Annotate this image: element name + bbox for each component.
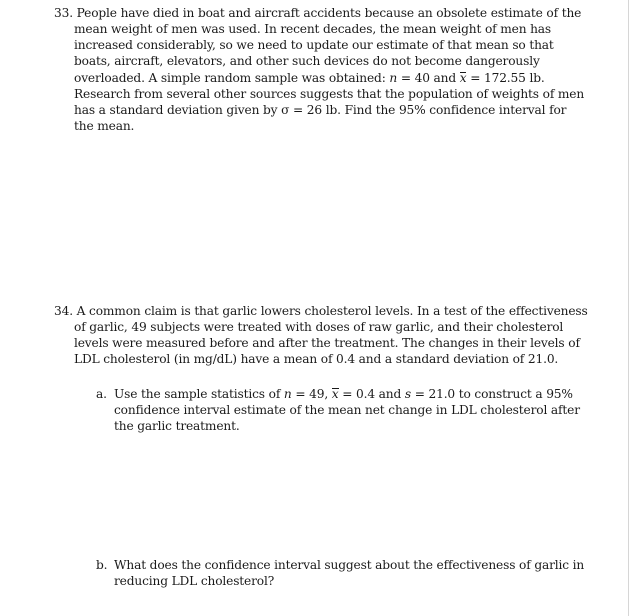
q33-line-6: Research from several other sources suggests that the population of weights of men (74, 87, 585, 101)
q33-xbar-value: = 172.55 lb. (466, 71, 545, 85)
q33-line-1: 33. People have died in boat and aircraft accidents because an obsolete estimate of the (54, 6, 582, 20)
q33-n-symbol: n (389, 71, 398, 85)
q34a-s-symbol: s (404, 387, 411, 401)
q34a-s-value: = 21.0 to construct a 95% (410, 387, 573, 401)
q33-line-3: increased considerably, so we need to update our estimate of that mean so that (74, 38, 554, 52)
q33-n-value: = 40 and (397, 71, 460, 85)
q34a-n-value: = 49, (291, 387, 332, 401)
q34-line-2: of garlic, 49 subjects were treated with doses of raw garlic, and their cholesterol (74, 320, 564, 334)
q34a-n-symbol: n (283, 387, 292, 401)
q33-line-5-text: overloaded. A simple random sample was obtained: (74, 71, 386, 85)
q34a-xbar-symbol: x (331, 387, 339, 401)
q34a-line-3: the garlic treatment. (114, 419, 240, 433)
q33-line-8: the mean. (74, 119, 135, 133)
q34a-xbar-value: = 0.4 and (338, 387, 405, 401)
q33-line-5 (74, 70, 545, 86)
q33-xbar-symbol: x (459, 71, 467, 85)
q33-line-4: boats, aircraft, elevators, and other such devices do not become dangerously (74, 54, 540, 68)
q34b-line-1: What does the confidence interval suggest about the effectiveness of garlic in (114, 558, 585, 572)
q34a-line-2: confidence interval estimate of the mean net change in LDL cholesterol after (114, 403, 580, 417)
q33-line-2: mean weight of men was used. In recent decades, the mean weight of men has (74, 22, 552, 36)
q33-line-7: has a standard deviation given by σ = 26 lb. Find the 95% confidence interval for (74, 103, 567, 117)
q34-line-1: 34. A common claim is that garlic lowers cholesterol levels. In a test of the effectiveness (54, 304, 588, 318)
q34-line-3: levels were measured before and after the treatment. The changes in their levels of (74, 336, 580, 350)
q34a-line-1 (114, 386, 573, 402)
q34b-line-2: reducing LDL cholesterol? (114, 574, 275, 588)
q34a-pre-text: Use the sample statistics of (114, 387, 284, 401)
q34-line-4: LDL cholesterol (in mg/dL) have a mean of 0.4 and a standard deviation of 21.0. (74, 352, 559, 366)
q34b-label: b. (96, 558, 108, 572)
q34a-label: a. (96, 387, 107, 401)
